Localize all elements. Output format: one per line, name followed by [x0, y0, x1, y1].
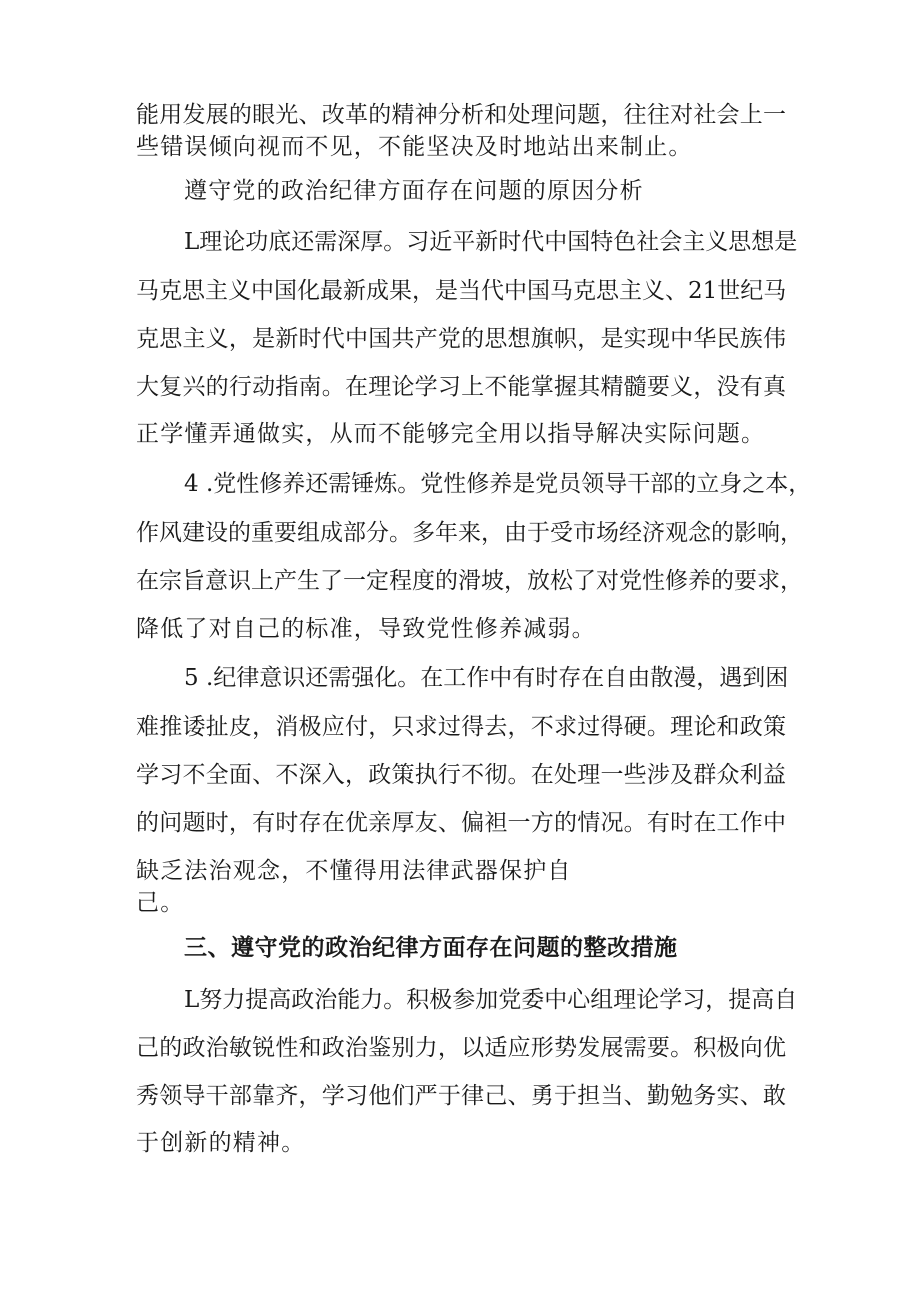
paragraph-first-line: L理论功底还需深厚。习近平新时代中国特色社会主义思想是 [184, 229, 798, 255]
text-line: 己。 [136, 890, 185, 916]
paragraph-first-line: 4 .党性修养还需锤炼。党性修养是党员领导干部的立身之本， [184, 471, 812, 497]
text-line: 学习不全面、不深入，政策执行不彻。在处理一些涉及群众利益 [136, 762, 786, 788]
text-line: 正学懂弄通做实，从而不能够完全用以指导解决实际问题。 [136, 421, 766, 447]
text-line: 秀领导干部靠齐，学习他们严于律己、勇于担当、勤勉务实、敢 [136, 1083, 786, 1109]
section-subheading: 遵守党的政治纪律方面存在问题的原因分析 [184, 178, 644, 204]
text-line: 缺乏法治观念，不懂得用法律武器保护自 [136, 858, 572, 884]
text-line: 的问题时，有时存在优亲厚友、偏袒一方的情况。有时在工作中 [136, 810, 786, 836]
text-line: 能用发展的眼光、改革的精神分析和处理问题，往往对社会上一 [136, 102, 786, 128]
text-line: 己的政治敏锐性和政治鉴别力，以适应形势发展需要。积极向优 [136, 1035, 786, 1061]
text-line: 作风建设的重要组成部分。多年来，由于受市场经济观念的影响， [136, 520, 803, 546]
text-line: 在宗旨意识上产生了一定程度的滑坡，放松了对党性修养的要求， [136, 568, 803, 594]
text-line: 马克思主义中国化最新成果，是当代中国马克思主义、21世纪马 [136, 278, 787, 304]
text-line: 克思主义，是新时代中国共产党的思想旗帜，是实现中华民族伟 [136, 326, 786, 352]
text-line: 难推诿扯皮，消极应付，只求过得去，不求过得硬。理论和政策 [136, 714, 786, 740]
paragraph-first-line: L努力提高政治能力。积极参加党委中心组理论学习，提高自 [184, 987, 798, 1013]
text-line: 于创新的精神。 [136, 1130, 306, 1156]
text-line: 些错误倾向视而不见，不能坚决及时地站出来制止。 [136, 134, 693, 160]
paragraph-first-line: 5 .纪律意识还需强化。在工作中有时存在自由散漫，遇到困 [184, 665, 789, 691]
section-heading: 三、遵守党的政治纪律方面存在问题的整改措施 [184, 935, 678, 961]
text-line: 大复兴的行动指南。在理论学习上不能掌握其精髓要义，没有真 [136, 374, 786, 400]
text-line: 降低了对自己的标准，导致党性修养减弱。 [136, 616, 596, 642]
